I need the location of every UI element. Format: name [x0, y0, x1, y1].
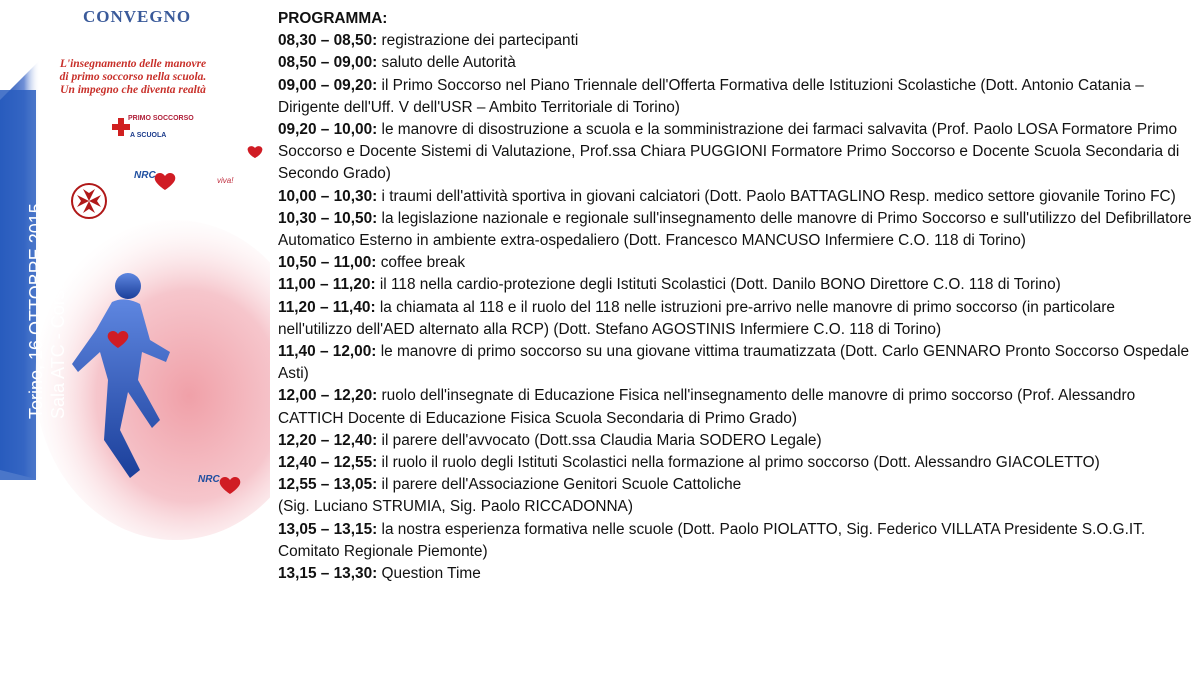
- poster-subtitle-line: L'insegnamento delle manovre: [59, 58, 207, 70]
- program-item-text: registrazione dei partecipanti: [377, 32, 579, 50]
- program-item: [278, 119, 1193, 186]
- program-item-time: 11,20 – 11,40:: [278, 298, 376, 316]
- program-item-text: le manovre di disostruzione a scuola e la somministrazione dei farmaci salvavita (Prof. Paolo LOSA Formatore Primo Soccorso e Docente Sistemi di Valutazione, Prof.ssa Chiara PUGGIONI Formatore Primo Soccorso e Docente Scuola Secondaria di Secondo Grado): [278, 121, 1180, 183]
- program-item-text: il parere dell'avvocato (Dott.ssa Claudia Maria SODERO Legale): [377, 431, 822, 449]
- program-item: [278, 563, 1193, 585]
- poster-subtitle-line: di primo soccorso nella scuola.: [59, 71, 207, 83]
- program-item: [278, 208, 1193, 252]
- program-item-time: 10,30 – 10,50:: [278, 209, 378, 227]
- program-item-text: le manovre di primo soccorso su una giovane vittima traumatizzata (Dott. Carlo GENNARO Pronto Soccorso Ospedale Asti): [278, 343, 1190, 383]
- program-item: [278, 75, 1193, 119]
- program-item-time: 13,05 – 13,15:: [278, 520, 378, 538]
- program-item-text: i traumi dell'attività sportiva in giovani calciatori (Dott. Paolo BATTAGLINO Resp. medico settore giovanile Torino FC): [377, 187, 1176, 205]
- program-item-time: 11,00 – 11,20:: [278, 276, 376, 294]
- program-item-time: 10,00 – 10,30:: [278, 187, 378, 205]
- program-item-time: 12,55 – 13,05:: [278, 476, 378, 494]
- event-poster: [0, 0, 270, 700]
- program-items: [278, 30, 1193, 585]
- program-item: [278, 52, 1193, 74]
- event-venue: Sala ATC - Corso Dante, 14: [48, 197, 68, 419]
- program-item-text: la legislazione nazionale e regionale sull'insegnamento delle manovre di Primo Soccorso e sull'utilizzo del Defibrillatore Automatico Esterno in ambiente extra-ospedaliero (Dott. Francesco MANCUSO Infermiere C.O. 118 di Torino): [278, 209, 1192, 250]
- program-item: [278, 252, 1193, 274]
- program-item-text: Question Time: [377, 565, 481, 583]
- program-item-time: 12,20 – 12,40:: [278, 431, 378, 449]
- program-item-time: 12,00 – 12,20:: [278, 387, 378, 405]
- poster-subtitle: [38, 58, 228, 97]
- nrc-logo-bottom: NRC: [198, 474, 220, 485]
- program-item-text: coffee break: [376, 254, 466, 272]
- program-item-text-line2: (Sig. Luciano STRUMIA, Sig. Paolo RICCADONNA): [278, 498, 633, 516]
- program-item-time: 08,30 – 08,50:: [278, 32, 378, 50]
- nrc-logo: NRC: [134, 170, 156, 181]
- program-item-time: 12,40 – 12,55:: [278, 454, 378, 472]
- viva-logo: viva!: [217, 176, 234, 185]
- program-item-time: 08,50 – 09,00:: [278, 54, 378, 72]
- program-item-text: la nostra esperienza formativa nelle scuole (Dott. Paolo PIOLATTO, Sig. Federico VILLATA Presidente S.O.G.IT. Comitato Regionale Piemonte): [278, 520, 1146, 560]
- program-heading: PROGRAMMA:: [278, 10, 388, 27]
- program-item-text: il ruolo il ruolo degli Istituti Scolastici nella formazione al primo soccorso (Dott. Alessandro GIACOLETTO): [377, 454, 1100, 472]
- program-item-time: 10,50 – 11,00:: [278, 254, 377, 272]
- program-item: [278, 30, 1193, 52]
- program-item: [278, 274, 1193, 296]
- poster-side-text: [25, 149, 69, 419]
- program-item: [278, 452, 1193, 474]
- program-item: [278, 474, 1193, 518]
- program-list: [278, 8, 1193, 585]
- poster-subtitle-line: Un impegno che diventa realtà: [60, 84, 206, 96]
- program-item-text: il Primo Soccorso nel Piano Triennale dell'Offerta Formativa delle Istituzioni Scolastiche (Dott. Antonio Catania – Dirigente dell'Uff. V dell'USR – Ambito Territoriale di Torino): [278, 76, 1144, 116]
- program-item: [278, 186, 1193, 208]
- program-item-text: il parere dell'Associazione Genitori Scuole Cattoliche: [377, 476, 742, 494]
- program-item-text: saluto delle Autorità: [377, 54, 516, 72]
- program-item: [278, 385, 1193, 429]
- program-item-text: la chiamata al 118 e il ruolo del 118 nelle istruzioni pre-arrivo nelle manovre di primo soccorso (in particolare nell'utilizzo dell'AED alternato alla RCP) (Dott. Stefano AGOSTINIS Infermiere C.O. 118 di Torino): [278, 298, 1115, 338]
- event-date-place: Torino, 16 OTTOBRE 2015: [26, 203, 46, 419]
- program-item-text: il 118 nella cardio-protezione degli Istituti Scolastici (Dott. Danilo BONO Direttore C.O. 118 di Torino): [375, 276, 1061, 294]
- program-item: [278, 519, 1193, 563]
- program-item: [278, 341, 1193, 385]
- program-item: [278, 297, 1193, 341]
- program-item-time: 13,15 – 13,30:: [278, 565, 378, 583]
- program-item-time: 09,20 – 10,00:: [278, 121, 378, 139]
- poster-title: CONVEGNO: [83, 7, 192, 26]
- program-item-time: 11,40 – 12,00:: [278, 343, 377, 361]
- logo-primo-soccorso: PRIMO SOCCORSO: [128, 115, 194, 122]
- program-item-time: 09,00 – 09,20:: [278, 76, 378, 94]
- program-item-text: ruolo dell'insegnate di Educazione Fisica nell'insegnamento delle manovre di primo soccorso (Prof. Alessandro CATTICH Docente di Educazione Fisica Scuola Secondaria di Primo Grado): [278, 387, 1136, 427]
- program-item: [278, 430, 1193, 452]
- logo-a-scuola: A SCUOLA: [130, 132, 167, 139]
